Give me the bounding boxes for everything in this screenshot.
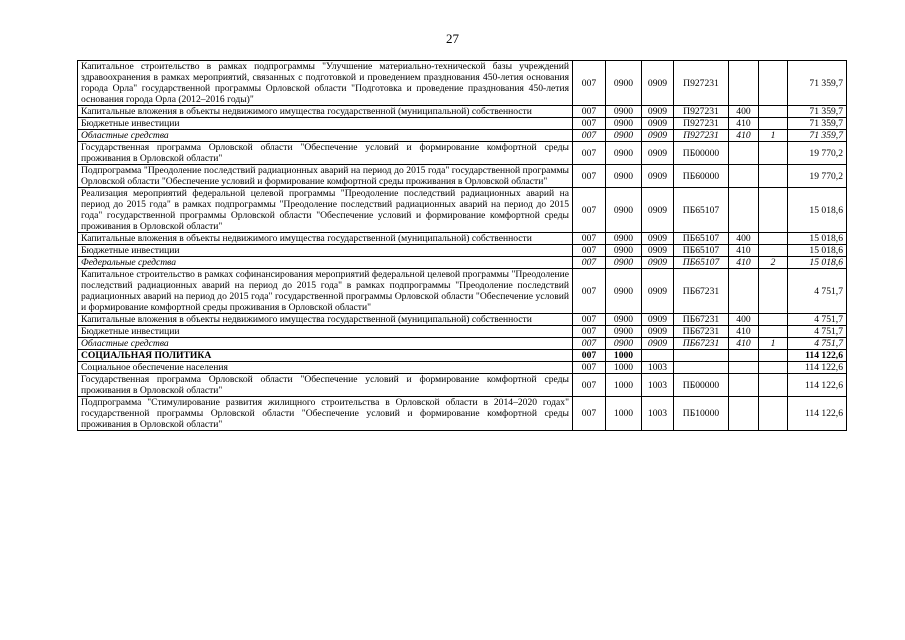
subsection-code-cell: 0909 [642, 130, 674, 142]
amount-cell: 19 770,2 [788, 165, 847, 188]
amount-cell: 71 359,7 [788, 61, 847, 106]
target-item-code-cell: ПБ00000 [674, 374, 729, 397]
row-name-cell: Бюджетные инвестиции [78, 118, 573, 130]
amount-cell: 19 770,2 [788, 142, 847, 165]
section-code-cell: 1000 [606, 374, 642, 397]
amount-cell: 71 359,7 [788, 106, 847, 118]
target-item-code-cell: ПБ67231 [674, 326, 729, 338]
ved-code-cell: 007 [573, 374, 606, 397]
table-row [78, 165, 847, 188]
expense-type-code-cell: 400 [729, 314, 759, 326]
funding-source-cell: 1 [759, 130, 788, 142]
amount-cell: 15 018,6 [788, 257, 847, 269]
expense-type-code-cell: 410 [729, 338, 759, 350]
amount-cell: 71 359,7 [788, 118, 847, 130]
expense-type-code-cell [729, 350, 759, 362]
expense-type-code-cell: 400 [729, 106, 759, 118]
section-code-cell: 0900 [606, 130, 642, 142]
expense-type-code-cell [729, 362, 759, 374]
ved-code-cell: 007 [573, 61, 606, 106]
target-item-code-cell: ПБ10000 [674, 397, 729, 431]
table-row [78, 130, 847, 142]
target-item-code-cell: ПБ65107 [674, 188, 729, 233]
ved-code-cell: 007 [573, 397, 606, 431]
row-name-cell: Капитальные вложения в объекты недвижимого имущества государственной (муниципальной) собственности [78, 106, 573, 118]
funding-source-cell: 2 [759, 257, 788, 269]
subsection-code-cell: 0909 [642, 245, 674, 257]
page-number: 27 [446, 31, 459, 46]
subsection-code-cell: 0909 [642, 106, 674, 118]
ved-code-cell: 007 [573, 165, 606, 188]
table-row [78, 142, 847, 165]
target-item-code-cell: П927231 [674, 61, 729, 106]
expense-type-code-cell: 410 [729, 118, 759, 130]
section-code-cell: 0900 [606, 326, 642, 338]
funding-source-cell [759, 397, 788, 431]
funding-source-cell [759, 374, 788, 397]
section-code-cell: 1000 [606, 397, 642, 431]
funding-source-cell [759, 188, 788, 233]
expense-type-code-cell: 410 [729, 326, 759, 338]
amount-cell: 4 751,7 [788, 326, 847, 338]
target-item-code-cell: ПБ67231 [674, 338, 729, 350]
amount-cell: 15 018,6 [788, 233, 847, 245]
funding-source-cell [759, 350, 788, 362]
ved-code-cell: 007 [573, 245, 606, 257]
target-item-code-cell: ПБ00000 [674, 142, 729, 165]
subsection-code-cell: 1003 [642, 374, 674, 397]
amount-cell: 114 122,6 [788, 397, 847, 431]
amount-cell: 4 751,7 [788, 269, 847, 314]
row-name-cell: СОЦИАЛЬНАЯ ПОЛИТИКА [78, 350, 573, 362]
ved-code-cell: 007 [573, 326, 606, 338]
expense-type-code-cell [729, 188, 759, 233]
funding-source-cell [759, 362, 788, 374]
ved-code-cell: 007 [573, 338, 606, 350]
amount-cell: 114 122,6 [788, 350, 847, 362]
ved-code-cell: 007 [573, 350, 606, 362]
amount-cell: 15 018,6 [788, 245, 847, 257]
section-code-cell: 1000 [606, 362, 642, 374]
funding-source-cell: 1 [759, 338, 788, 350]
subsection-code-cell: 0909 [642, 314, 674, 326]
section-code-cell: 0900 [606, 142, 642, 165]
expense-type-code-cell: 400 [729, 233, 759, 245]
expense-type-code-cell [729, 374, 759, 397]
expense-type-code-cell: 410 [729, 130, 759, 142]
subsection-code-cell: 0909 [642, 338, 674, 350]
ved-code-cell: 007 [573, 142, 606, 165]
subsection-code-cell: 0909 [642, 269, 674, 314]
target-item-code-cell: ПБ65107 [674, 257, 729, 269]
subsection-code-cell: 1003 [642, 397, 674, 431]
target-item-code-cell: ПБ67231 [674, 269, 729, 314]
table-row [78, 362, 847, 374]
row-name-cell: Капитальные вложения в объекты недвижимого имущества государственной (муниципальной) собственности [78, 314, 573, 326]
ved-code-cell: 007 [573, 314, 606, 326]
section-code-cell: 0900 [606, 245, 642, 257]
subsection-code-cell [642, 350, 674, 362]
table-row [78, 61, 847, 106]
ved-code-cell: 007 [573, 118, 606, 130]
funding-source-cell [759, 106, 788, 118]
target-item-code-cell: ПБ65107 [674, 233, 729, 245]
expense-type-code-cell [729, 397, 759, 431]
row-name-cell: Государственная программа Орловской области "Обеспечение условий и формирование комфортной среды проживания в Орловской области" [78, 142, 573, 165]
amount-cell: 4 751,7 [788, 314, 847, 326]
table-row [78, 118, 847, 130]
target-item-code-cell [674, 350, 729, 362]
ved-code-cell: 007 [573, 362, 606, 374]
ved-code-cell: 007 [573, 106, 606, 118]
table-row [78, 350, 847, 362]
expense-type-code-cell [729, 142, 759, 165]
funding-source-cell [759, 245, 788, 257]
amount-cell: 114 122,6 [788, 362, 847, 374]
subsection-code-cell: 0909 [642, 118, 674, 130]
expense-type-code-cell: 410 [729, 257, 759, 269]
expense-type-code-cell [729, 269, 759, 314]
amount-cell: 4 751,7 [788, 338, 847, 350]
subsection-code-cell: 1003 [642, 362, 674, 374]
row-name-cell: Бюджетные инвестиции [78, 245, 573, 257]
target-item-code-cell: П927231 [674, 118, 729, 130]
amount-cell: 114 122,6 [788, 374, 847, 397]
table-row [78, 338, 847, 350]
table-row [78, 269, 847, 314]
subsection-code-cell: 0909 [642, 257, 674, 269]
amount-cell: 71 359,7 [788, 130, 847, 142]
section-code-cell: 0900 [606, 314, 642, 326]
funding-source-cell [759, 165, 788, 188]
row-name-cell: Областные средства [78, 130, 573, 142]
funding-source-cell [759, 314, 788, 326]
ved-code-cell: 007 [573, 188, 606, 233]
ved-code-cell: 007 [573, 233, 606, 245]
table-row [78, 326, 847, 338]
ved-code-cell: 007 [573, 130, 606, 142]
funding-source-cell [759, 142, 788, 165]
table-row [78, 245, 847, 257]
row-name-cell: Капитальные вложения в объекты недвижимого имущества государственной (муниципальной) собственности [78, 233, 573, 245]
section-code-cell: 0900 [606, 118, 642, 130]
table-body [78, 61, 847, 431]
expense-type-code-cell [729, 61, 759, 106]
subsection-code-cell: 0909 [642, 188, 674, 233]
section-code-cell: 1000 [606, 350, 642, 362]
table-row [78, 188, 847, 233]
section-code-cell: 0900 [606, 106, 642, 118]
funding-source-cell [759, 326, 788, 338]
ved-code-cell: 007 [573, 269, 606, 314]
section-code-cell: 0900 [606, 257, 642, 269]
section-code-cell: 0900 [606, 338, 642, 350]
budget-table [77, 60, 847, 431]
table-row [78, 314, 847, 326]
row-name-cell: Капитальное строительство в рамках софинансирования мероприятий федеральной целевой программы "Преодоление последствий радиационных аварий на период до 2015 года" в рамках подпрограммы "Преодоление последствий радиационных аварий на период до 2015 года" государственной программы Орловской области "Обеспечение условий и формирование комфортной среды проживания в Орловской области" [78, 269, 573, 314]
row-name-cell: Бюджетные инвестиции [78, 326, 573, 338]
section-code-cell: 0900 [606, 233, 642, 245]
row-name-cell: Подпрограмма "Стимулирование развития жилищного строительства в Орловской области в 2014–2020 годах" государственной программы Орловской области "Обеспечение условий и формирование комфортной среды проживания в Орловской области" [78, 397, 573, 431]
subsection-code-cell: 0909 [642, 61, 674, 106]
section-code-cell: 0900 [606, 188, 642, 233]
subsection-code-cell: 0909 [642, 165, 674, 188]
row-name-cell: Федеральные средства [78, 257, 573, 269]
row-name-cell: Подпрограмма "Преодоление последствий радиационных аварий на период до 2015 года" государственной программы Орловской области "Обеспечение условий и формирование комфортной среды проживания в Орловской области" [78, 165, 573, 188]
target-item-code-cell: ПБ67231 [674, 314, 729, 326]
target-item-code-cell: ПБ65107 [674, 245, 729, 257]
row-name-cell: Государственная программа Орловской области "Обеспечение условий и формирование комфортной среды проживания в Орловской области" [78, 374, 573, 397]
row-name-cell: Капитальное строительство в рамках подпрограммы "Улучшение материально-технической базы учреждений здравоохранения в рамках мероприятий, связанных с подготовкой и проведением празднования 450-летия основания города Орла" государственной программы Орловской области "Подготовка и проведение празднования 450-летия основания города Орла (2012–2016 годы)" [78, 61, 573, 106]
target-item-code-cell: П927231 [674, 106, 729, 118]
table-row [78, 257, 847, 269]
subsection-code-cell: 0909 [642, 233, 674, 245]
section-code-cell: 0900 [606, 165, 642, 188]
row-name-cell: Областные средства [78, 338, 573, 350]
funding-source-cell [759, 61, 788, 106]
ved-code-cell: 007 [573, 257, 606, 269]
funding-source-cell [759, 233, 788, 245]
table-row [78, 233, 847, 245]
target-item-code-cell [674, 362, 729, 374]
table-row [78, 106, 847, 118]
row-name-cell: Реализация мероприятий федеральной целевой программы "Преодоление последствий радиационных аварий на период до 2015 года" в рамках подпрограммы "Преодоление последствий радиационных аварий на период до 2015 года" государственной программы Орловской области "Обеспечение условий и формирование комфортной среды проживания в Орловской области" [78, 188, 573, 233]
target-item-code-cell: ПБ60000 [674, 165, 729, 188]
section-code-cell: 0900 [606, 61, 642, 106]
target-item-code-cell: П927231 [674, 130, 729, 142]
row-name-cell: Социальное обеспечение населения [78, 362, 573, 374]
subsection-code-cell: 0909 [642, 142, 674, 165]
expense-type-code-cell: 410 [729, 245, 759, 257]
expense-type-code-cell [729, 165, 759, 188]
table-row [78, 397, 847, 431]
amount-cell: 15 018,6 [788, 188, 847, 233]
section-code-cell: 0900 [606, 269, 642, 314]
funding-source-cell [759, 118, 788, 130]
subsection-code-cell: 0909 [642, 326, 674, 338]
funding-source-cell [759, 269, 788, 314]
table-row [78, 374, 847, 397]
